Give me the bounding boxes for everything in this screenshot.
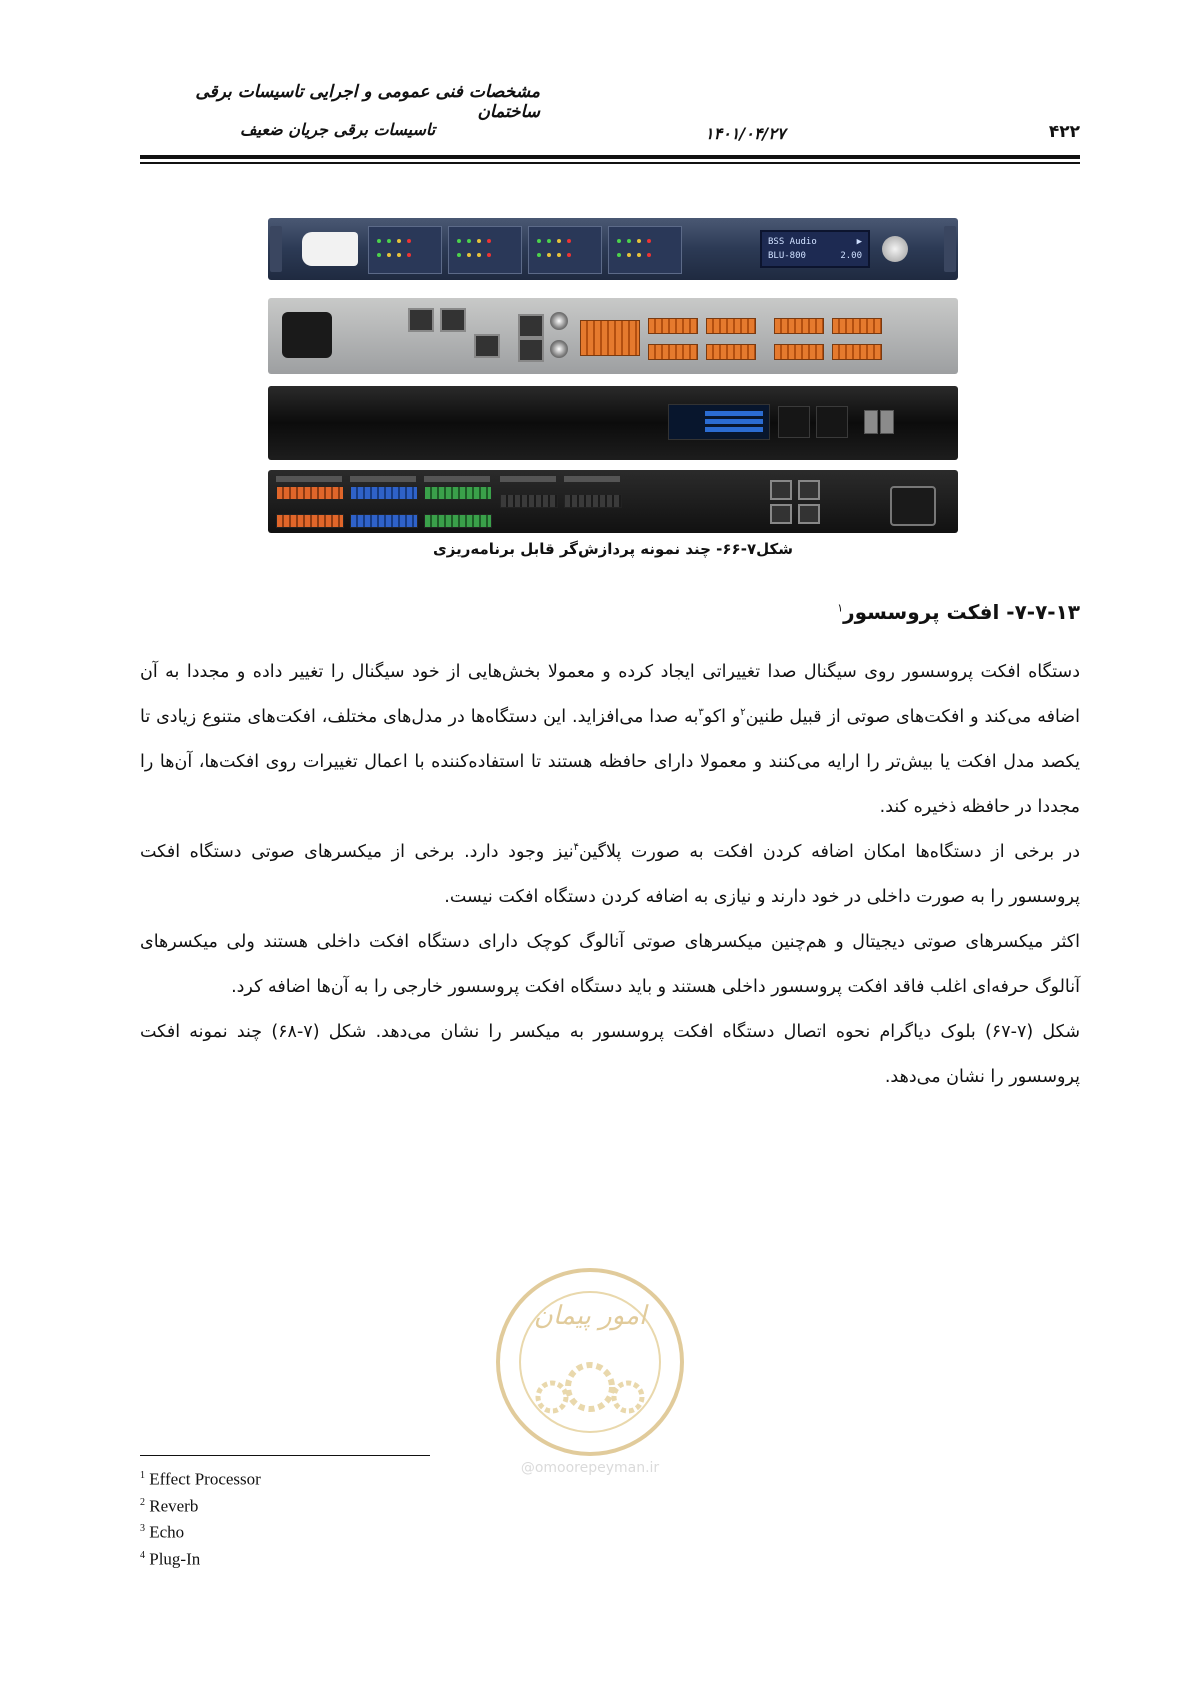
footnote-number: 1 bbox=[140, 1470, 145, 1481]
footnote-ref: ۴ bbox=[573, 842, 580, 854]
header-subtitle: تاسیسات برقی جریان ضعیف bbox=[240, 120, 436, 139]
terminal-block-icon bbox=[648, 344, 698, 360]
header-date: ۱۴۰۱/۰۴/۲۷ bbox=[705, 124, 786, 143]
processors-figure bbox=[268, 218, 958, 533]
footnote-number: 2 bbox=[140, 1496, 145, 1508]
body-text bbox=[140, 650, 1080, 1100]
lcd-version: 2.00 bbox=[840, 251, 862, 261]
terminal-block-icon bbox=[350, 486, 418, 500]
ethernet-port-icon bbox=[798, 504, 820, 524]
paragraph-text: و اکو bbox=[703, 707, 741, 727]
io-card-c bbox=[528, 226, 602, 274]
paragraph bbox=[140, 650, 1080, 830]
io-card-a bbox=[368, 226, 442, 274]
watermark-logo-text: امور پیمان bbox=[533, 1301, 647, 1331]
device-rear-panel bbox=[268, 298, 958, 374]
footnote bbox=[140, 1464, 540, 1491]
usb-port-icon bbox=[864, 410, 878, 434]
ethernet-port-icon bbox=[408, 308, 434, 332]
paragraph: شکل (۷-۶۷) بلوک دیاگرام نحوه اتصال دستگاه افکت پروسسور به میکسر را نشان می‌دهد. شکل (۷-۶۸) چند نمونه افکت پروسسور را نشان می‌دهد. bbox=[140, 1022, 1080, 1087]
footnotes bbox=[140, 1464, 540, 1571]
ethernet-port-icon bbox=[770, 504, 792, 524]
watermark-logo-icon bbox=[490, 1262, 690, 1462]
terminal-block-icon bbox=[500, 494, 558, 508]
ethernet-port-icon bbox=[440, 308, 466, 332]
paragraph: اکثر میکسرهای صوتی دیجیتال و هم‌چنین میکسرهای صوتی آنالوگ کوچک دارای دستگاه افکت داخلی هستند ولی میکسرهای آنالوگ حرفه‌ای اغلب فاقد افکت پروسسور داخلی هستند و باید دستگاه افکت پروسسور خارجی را به آن‌ها اضافه کرد. bbox=[140, 932, 1080, 997]
figure-caption: شکل۷-۶۶- چند نمونه پردازش‌گر قابل برنامه‌ریزی bbox=[433, 540, 793, 558]
footnote-ref: ۲ bbox=[740, 707, 746, 719]
watermark bbox=[490, 1262, 690, 1482]
footnote-ref: ۳ bbox=[698, 707, 704, 719]
terminal-block-icon bbox=[706, 344, 756, 360]
footnote bbox=[140, 1491, 540, 1518]
terminal-block-icon bbox=[424, 486, 492, 500]
footnote-text: Reverb bbox=[149, 1496, 199, 1516]
terminal-block-icon bbox=[276, 514, 344, 528]
io-card-b bbox=[448, 226, 522, 274]
front-button-icon bbox=[816, 406, 848, 438]
header-title: مشخصات فنی عمومی و اجرایی تاسیسات برقی ساختمان bbox=[195, 82, 540, 122]
footnote-text: Effect Processor bbox=[149, 1469, 261, 1489]
usb-port-icon bbox=[880, 410, 894, 434]
section-heading-text: ۷-۷-۱۳- افکت پروسسور bbox=[843, 600, 1080, 624]
lcd-arrow: ▶ bbox=[856, 237, 862, 247]
paragraph bbox=[140, 830, 1080, 920]
watermark-url: @omoorepeyman.ir bbox=[520, 1460, 660, 1476]
device-front-panel bbox=[268, 218, 958, 280]
terminal-block-icon bbox=[832, 344, 882, 360]
front-knob bbox=[882, 236, 908, 262]
io-card-d bbox=[608, 226, 682, 274]
bnc-connector-icon bbox=[550, 340, 568, 358]
terminal-block-icon bbox=[564, 494, 622, 508]
device-black-rear bbox=[268, 470, 958, 533]
header-rule-thick bbox=[140, 155, 1080, 159]
footnote-text: Echo bbox=[149, 1522, 185, 1542]
header-rule-thin bbox=[140, 162, 1080, 164]
terminal-block-icon bbox=[350, 514, 418, 528]
rack-ear-right bbox=[944, 226, 956, 272]
paragraph-text: در برخی از دستگاه‌ها امکان اضافه کردن افکت به صورت پلاگین bbox=[579, 842, 1081, 862]
footnote-ref: ۱ bbox=[837, 601, 844, 615]
footnote bbox=[140, 1517, 540, 1544]
ethernet-port-icon bbox=[518, 338, 544, 362]
footnote-text: Plug-In bbox=[149, 1549, 201, 1569]
terminal-block-icon bbox=[648, 318, 698, 334]
terminal-block-icon bbox=[424, 514, 492, 528]
front-handle bbox=[302, 232, 358, 266]
paragraph-text: به صدا می‌افزاید. این دستگاه‌ها در مدل‌های مختلف، افکت‌های متنوع زیادی تا یکصد مدل افکت یا بیش‌تر را ارایه می‌کنند و معمولا دارای حافظه هستند تا استفاده‌کننده با اعمال تغییرات روی افکت‌ها، آن‌ها را مجددا در حافظه ذخیره کند. bbox=[140, 707, 1080, 817]
ethernet-port-icon bbox=[798, 480, 820, 500]
ethernet-port-icon bbox=[770, 480, 792, 500]
paragraph-text: دستگاه افکت پروسسور روی سیگنال صدا تغییراتی ایجاد کرده و معمولا بخش‌هایی از خود سیگنال را تغییر داده و مجددا به آن اضافه می‌کند و افکت‌های صوتی از قبیل طنین bbox=[140, 662, 1080, 727]
ethernet-port-icon bbox=[474, 334, 500, 358]
device-lcd bbox=[760, 230, 870, 268]
paragraph-text: نیز وجود دارد. برخی از میکسرهای صوتی دستگاه افکت پروسسور را به صورت داخلی در خود دارند و نیازی به اضافه کردن دستگاه افکت نیست. bbox=[140, 842, 1080, 907]
device-black-front bbox=[268, 386, 958, 460]
bnc-connector-icon bbox=[550, 312, 568, 330]
rack-ear-left bbox=[270, 226, 282, 272]
terminal-block-icon bbox=[706, 318, 756, 334]
section-heading bbox=[140, 600, 1080, 624]
lcd-brand: BSS Audio bbox=[768, 237, 817, 247]
terminal-block-icon bbox=[774, 318, 824, 334]
oled-display bbox=[668, 404, 770, 440]
footnote-number: 3 bbox=[140, 1523, 145, 1535]
power-inlet-icon bbox=[890, 486, 936, 526]
footnote-rule bbox=[140, 1455, 430, 1456]
front-button-icon bbox=[778, 406, 810, 438]
terminal-block-icon bbox=[832, 318, 882, 334]
lcd-model: BLU-800 bbox=[768, 251, 806, 261]
page-number: ۴۲۲ bbox=[1048, 122, 1080, 142]
ethernet-port-icon bbox=[518, 314, 544, 338]
terminal-block-icon bbox=[580, 320, 640, 356]
terminal-block-icon bbox=[276, 486, 344, 500]
footnote-number: 4 bbox=[140, 1549, 145, 1561]
header-row bbox=[140, 118, 1080, 144]
footnote bbox=[140, 1544, 540, 1571]
power-inlet-icon bbox=[282, 312, 332, 358]
terminal-block-icon bbox=[774, 344, 824, 360]
